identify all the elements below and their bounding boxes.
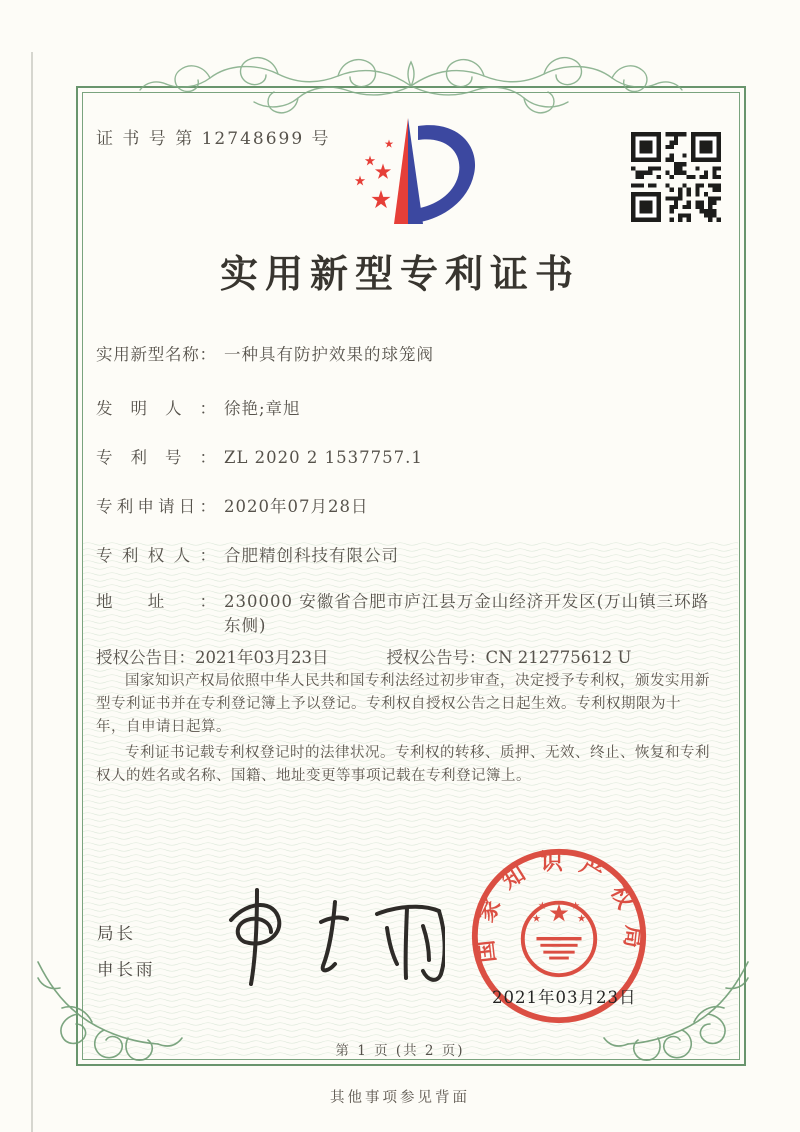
field-value: ZL 2020 2 1537757.1	[224, 448, 423, 467]
commissioner-name: 申长雨	[97, 960, 156, 979]
certificate-number: 证 书 号 第 12748699 号	[96, 129, 331, 149]
legal-text	[96, 670, 710, 791]
field-label: 专利号：	[96, 448, 216, 467]
page-number: 第 1 页 (共 2 页)	[335, 1043, 465, 1059]
field-row-filing-date	[96, 495, 712, 519]
field-value: 2020年07月28日	[224, 497, 369, 516]
grant-date-label: 授权公告日：	[96, 648, 195, 667]
see-back-note: 其他事项参见背面	[330, 1090, 470, 1106]
field-label: 专利申请日：	[96, 497, 216, 516]
field-row-inventor	[96, 397, 712, 421]
field-label: 地址：	[96, 592, 216, 611]
certificate-title: 实用新型专利证书	[219, 251, 580, 296]
field-row-address	[96, 590, 712, 638]
logo-stars	[355, 140, 394, 209]
field-value: 徐艳;章旭	[224, 399, 301, 418]
seal-date: 2021年03月23日	[492, 988, 637, 1007]
field-value: 合肥精创科技有限公司	[224, 546, 399, 565]
field-value: 一种具有防护效果的球笼阀	[224, 345, 434, 364]
field-row-grant	[96, 646, 712, 670]
field-label: 实用新型名称：	[96, 345, 216, 364]
field-row-patent-number	[96, 446, 712, 470]
field-value: 230000 安徽省合肥市庐江县万金山经济开发区(万山镇三环路东侧)	[224, 592, 710, 635]
logo-spike-red	[394, 118, 408, 224]
field-row-patentee	[96, 544, 712, 568]
certificate-fields	[96, 343, 712, 670]
commissioner-title: 局长	[97, 924, 136, 943]
seal-national-emblem	[523, 902, 595, 976]
logo-p-bowl	[418, 125, 475, 222]
seal-circular-text: 国家知识产权局	[470, 849, 648, 964]
grant-date-value: 2021年03月23日	[195, 648, 329, 667]
field-label: 专利权人：	[96, 546, 216, 565]
grant-number-value: CN 212775612 U	[485, 648, 632, 667]
field-row-utility-model-name	[96, 343, 712, 367]
grant-number-label: 授权公告号：	[386, 648, 486, 667]
legal-paragraph-2: 专利证书记载专利权登记时的法律状况。专利权的转移、质押、无效、终止、恢复和专利权人的姓名或名称、国籍、地址变更等事项记载在专利登记簿上。	[96, 745, 710, 784]
handwritten-signature	[205, 878, 445, 993]
legal-paragraph-1: 国家知识产权局依照中华人民共和国专利法经过初步审查，决定授予专利权，颁发实用新型专利证书并在专利登记簿上予以登记。专利权自授权公告之日起生效。专利权期限为十年，自申请日起算。	[96, 673, 710, 735]
qr-code	[631, 132, 721, 222]
cnipa-logo	[338, 110, 486, 238]
field-label: 发明人：	[96, 399, 216, 418]
scan-edge-line	[31, 52, 33, 1132]
